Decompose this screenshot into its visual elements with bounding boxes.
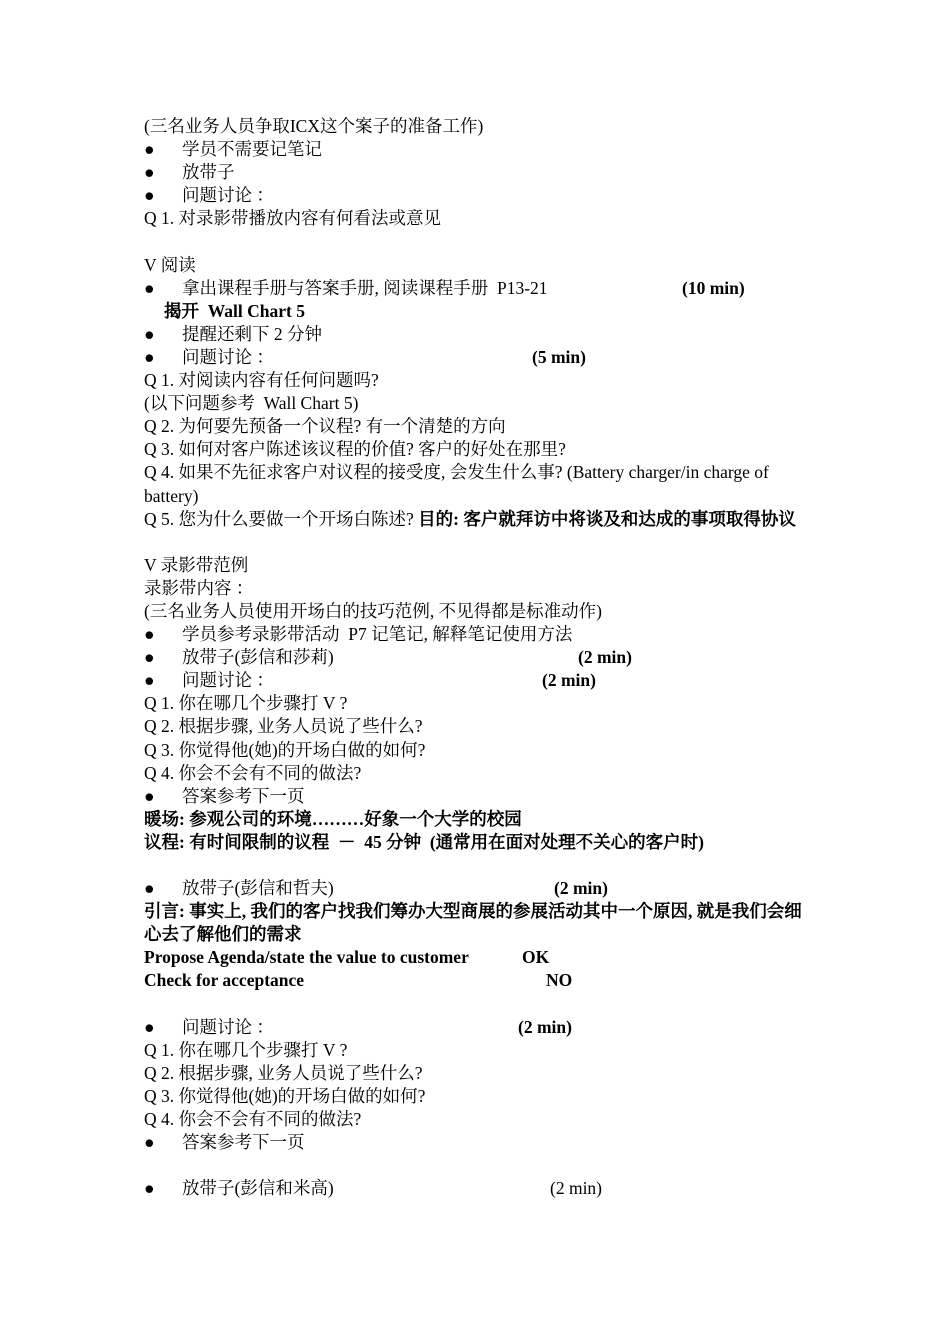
document-page <box>144 115 814 1200</box>
question: Q 3. 你觉得他(她)的开场白做的如何? <box>144 1085 426 1106</box>
bullet-item <box>144 1016 814 1039</box>
question <box>144 508 814 531</box>
bullet-item <box>144 323 814 346</box>
bullet-item <box>144 161 814 184</box>
bullet-item <box>144 184 814 207</box>
bullet-item <box>144 623 814 646</box>
video-description: (三名业务人员使用开场白的技巧范例, 不见得都是标准动作) <box>144 600 602 621</box>
propose-agenda-result: OK <box>522 947 550 968</box>
bullet-text: 提醒还剩下 2 分钟 <box>182 323 322 344</box>
bullet-text: 答案参考下一页 <box>182 785 305 806</box>
bullet-icon: ● <box>144 1178 155 1199</box>
bullet-icon: ● <box>144 277 155 298</box>
question: Q 2. 根据步骤, 业务人员说了些什么? <box>144 1062 423 1083</box>
bullet-item <box>144 669 814 692</box>
propose-agenda-label: Propose Agenda/state the value to customer <box>144 947 469 968</box>
wall-chart-note: 揭开 Wall Chart 5 <box>164 300 305 321</box>
bullet-text: 问题讨论 ： <box>182 346 274 367</box>
bullet-icon: ● <box>144 139 155 160</box>
bullet-icon: ● <box>144 670 155 691</box>
bullet-text: 拿出课程手册与答案手册, 阅读课程手册 P13-21 <box>182 277 548 298</box>
intro-note: (三名业务人员争取ICX这个案子的准备工作) <box>144 116 484 136</box>
bullet-icon: ● <box>144 785 155 806</box>
bullet-text: 学员不需要记笔记 <box>182 139 322 160</box>
agenda-answer: 议程: 有时间限制的议程 － 45 分钟 (通常用在面对处理不关心的客户时) <box>144 831 704 852</box>
question: Q 3. 如何对客户陈述该议程的价值? 客户的好处在那里? <box>144 439 566 460</box>
bullet-icon: ● <box>144 624 155 645</box>
question: Q 1. 对阅读内容有任何问题吗? <box>144 370 379 391</box>
check-acceptance-result: NO <box>546 970 573 991</box>
bullet-item <box>144 877 814 900</box>
bullet-item <box>144 138 814 161</box>
time-label: (2 min) <box>578 647 632 668</box>
bullet-item <box>144 1131 814 1154</box>
bullet-text: 放带子(彭信和米高) <box>182 1178 334 1199</box>
bullet-text: 放带子 <box>182 162 235 183</box>
question-text: Q 5. 您为什么要做一个开场白陈述? <box>144 508 419 529</box>
bullet-item <box>144 646 814 669</box>
spacer <box>144 531 814 554</box>
bullet-item <box>144 346 814 369</box>
bullet-item <box>144 1177 814 1200</box>
check-acceptance-label: Check for acceptance <box>144 970 305 991</box>
spacer <box>144 993 814 1016</box>
section-title-reading: V 阅读 <box>144 254 196 275</box>
bullet-icon: ● <box>144 878 155 899</box>
bullet-text: 问题讨论 ： <box>182 185 274 206</box>
bullet-icon: ● <box>144 1016 155 1037</box>
question: Q 4. 如果不先征求客户对议程的接受度, 会发生什么事? (Battery charger/in charge of battery) <box>144 462 769 506</box>
bullet-text: 问题讨论 ： <box>182 1016 274 1037</box>
question: Q 1. 你在哪几个步骤打 V ? <box>144 693 348 714</box>
spacer <box>144 1154 814 1177</box>
time-label: (2 min) <box>518 1016 572 1037</box>
time-label: (2 min) <box>554 878 608 899</box>
video-content-label: 录影带内容 ： <box>144 577 254 598</box>
bullet-item <box>144 785 814 808</box>
bullet-text: 答案参考下一页 <box>182 1132 305 1153</box>
bullet-icon: ● <box>144 346 155 367</box>
check-acceptance-row <box>144 969 814 992</box>
question: Q 4. 你会不会有不同的做法? <box>144 762 362 783</box>
time-label: (5 min) <box>532 346 586 367</box>
bullet-text: 学员参考录影带活动 P7 记笔记, 解释笔记使用方法 <box>182 624 573 645</box>
bullet-text: 放带子(彭信和哲夫) <box>182 878 334 899</box>
bullet-text: 放带子(彭信和莎莉) <box>182 647 334 668</box>
bullet-icon: ● <box>144 323 155 344</box>
time-label: (2 min) <box>550 1178 603 1199</box>
time-label: (10 min) <box>682 277 745 298</box>
question: Q 1. 对录影带播放内容有何看法或意见 <box>144 208 442 229</box>
question: Q 2. 为何要先预备一个议程? 有一个清楚的方向 <box>144 416 506 437</box>
reference-note: (以下问题参考 Wall Chart 5) <box>144 393 359 414</box>
question: Q 1. 你在哪几个步骤打 V ? <box>144 1039 348 1060</box>
bullet-text: 问题讨论 ： <box>182 670 274 691</box>
time-label: (2 min) <box>542 670 596 691</box>
spacer <box>144 230 814 253</box>
question: Q 4. 你会不会有不同的做法? <box>144 1109 362 1130</box>
bullet-icon: ● <box>144 1132 155 1153</box>
propose-agenda-row <box>144 946 814 969</box>
warmup-answer: 暖场: 参观公司的环境………好象一个大学的校园 <box>144 808 522 829</box>
section-title-video: V 录影带范例 <box>144 554 249 575</box>
bullet-icon: ● <box>144 647 155 668</box>
question-answer: 目的: 客户就拜访中将谈及和达成的事项取得协议 <box>418 508 796 529</box>
bullet-icon: ● <box>144 162 155 183</box>
intro-answer: 引言: 事实上, 我们的客户找我们筹办大型商展的参展活动其中一个原因, 就是我们会细心去了解他们的需求 <box>144 901 802 945</box>
bullet-item <box>144 277 814 300</box>
bullet-icon: ● <box>144 185 155 206</box>
spacer <box>144 854 814 877</box>
question: Q 2. 根据步骤, 业务人员说了些什么? <box>144 716 423 737</box>
question: Q 3. 你觉得他(她)的开场白做的如何? <box>144 739 426 760</box>
